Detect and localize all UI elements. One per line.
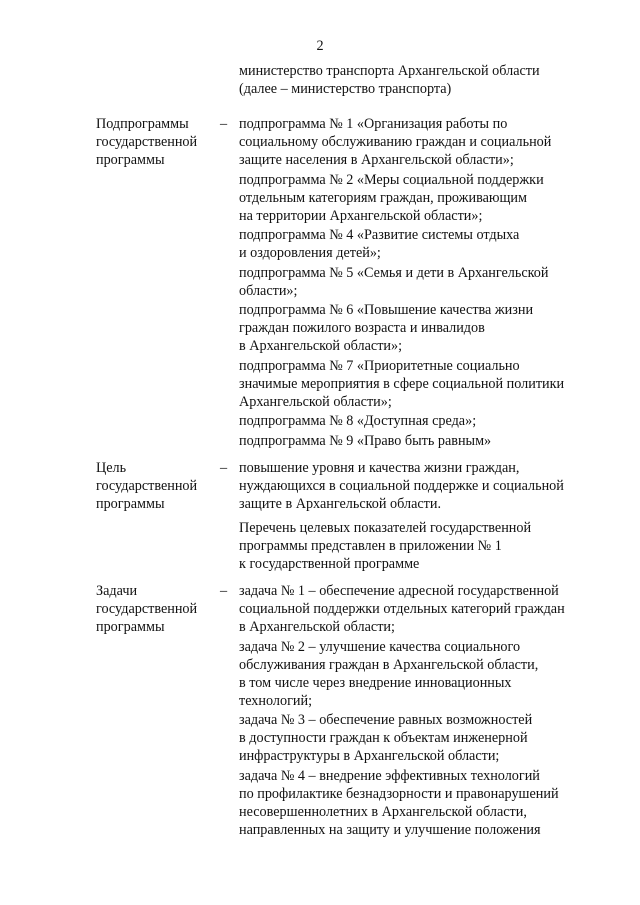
- item-line: значимые мероприятия в сфере социальной политики: [239, 375, 565, 392]
- indicators-paragraph: [239, 519, 631, 573]
- label-line: программы: [96, 619, 165, 635]
- item-line: социальной поддержки отдельных категорий граждан: [239, 601, 565, 617]
- item-line: подпрограмма № 9 «Право быть равным»: [239, 432, 492, 449]
- item-line: повышение уровня и качества жизни граждан,: [239, 460, 520, 476]
- label-line: Задачи: [96, 583, 138, 599]
- item-line: к государственной программе: [239, 556, 420, 572]
- item-line: несовершеннолетних в Архангельской области,: [239, 803, 527, 820]
- intro-line: (далее – министерство транспорта): [239, 81, 452, 97]
- item-line: задача № 3 – обеспечение равных возможностей: [239, 712, 533, 728]
- section-dash: –: [220, 583, 228, 599]
- item-line: инфраструктуры в Архангельской области;: [239, 748, 500, 764]
- item-line: подпрограмма № 1 «Организация работы по: [239, 116, 508, 132]
- item-line: подпрограмма № 2 «Меры социальной поддержки: [239, 171, 544, 188]
- item-line: и оздоровления детей»;: [239, 245, 381, 261]
- label-line: Цель: [96, 460, 127, 476]
- label-line: государственной: [96, 478, 198, 494]
- item-line: на территории Архангельской области»;: [239, 207, 483, 224]
- item-line: подпрограмма № 7 «Приоритетные социально: [239, 357, 520, 374]
- item-line: в Архангельской области»;: [239, 338, 403, 354]
- page-number: 2: [316, 38, 324, 54]
- item-line: задача № 2 – улучшение качества социального: [239, 638, 521, 655]
- intro-text: [239, 62, 631, 98]
- item-line: программы представлен в приложении № 1: [239, 538, 502, 554]
- item-line: подпрограмма № 5 «Семья и дети в Архангельской: [239, 264, 549, 281]
- item-line: направленных на защиту и улучшение положения: [239, 821, 541, 838]
- item-line: защите в Архангельской области.: [239, 496, 441, 512]
- task-item: [239, 711, 631, 765]
- item-line: отдельным категориям граждан, проживающим: [239, 189, 527, 206]
- task-item: [239, 767, 631, 839]
- subprogram-item: [239, 357, 631, 411]
- item-line: задача № 4 – внедрение эффективных технологий: [239, 767, 540, 784]
- section-body: [239, 115, 631, 451]
- subprogram-item: [239, 115, 631, 169]
- item-line: в доступности граждан к объектам инженерной: [239, 730, 528, 746]
- item-line: защите населения в Архангельской области»;: [239, 152, 514, 168]
- task-item: [239, 638, 631, 710]
- section-dash: –: [220, 116, 228, 132]
- item-line: задача № 1 – обеспечение адресной государственной: [239, 583, 559, 599]
- item-line: Архангельской области»;: [239, 393, 392, 410]
- item-line: по профилактике безнадзорности и правонарушений: [239, 785, 559, 802]
- item-line: технологий;: [239, 692, 313, 709]
- intro-line: министерство транспорта Архангельской области: [239, 63, 540, 79]
- section-dash: –: [220, 460, 228, 476]
- goal-paragraph: [239, 459, 631, 513]
- subprogram-item: [239, 171, 631, 225]
- item-line: в Архангельской области;: [239, 619, 395, 635]
- task-item: [239, 582, 631, 636]
- subprogram-item: [239, 264, 631, 300]
- item-line: нуждающихся в социальной поддержке и социальной: [239, 478, 564, 494]
- subprogram-item: [239, 226, 631, 262]
- label-line: государственной: [96, 134, 198, 150]
- section-body: [239, 582, 631, 840]
- subprogram-item: [239, 432, 631, 450]
- item-line: социальному обслуживанию граждан и социальной: [239, 134, 552, 150]
- subprogram-item: [239, 301, 631, 355]
- label-line: Подпрограммы: [96, 116, 189, 132]
- item-line: области»;: [239, 282, 298, 299]
- item-line: Перечень целевых показателей государственной: [239, 520, 532, 536]
- section-label: [96, 459, 216, 513]
- item-line: в том числе через внедрение инновационных: [239, 674, 512, 691]
- item-line: граждан пожилого возраста и инвалидов: [239, 320, 485, 336]
- label-line: программы: [96, 152, 165, 168]
- section-label: [96, 115, 216, 169]
- subprogram-item: [239, 412, 631, 430]
- item-line: подпрограмма № 6 «Повышение качества жизни: [239, 302, 534, 318]
- item-line: подпрограмма № 4 «Развитие системы отдыха: [239, 227, 520, 243]
- item-line: обслуживания граждан в Архангельской области,: [239, 656, 539, 673]
- section-body: [239, 459, 631, 573]
- label-line: программы: [96, 496, 165, 512]
- label-line: государственной: [96, 601, 198, 617]
- section-label: [96, 582, 216, 636]
- item-line: подпрограмма № 8 «Доступная среда»;: [239, 413, 477, 429]
